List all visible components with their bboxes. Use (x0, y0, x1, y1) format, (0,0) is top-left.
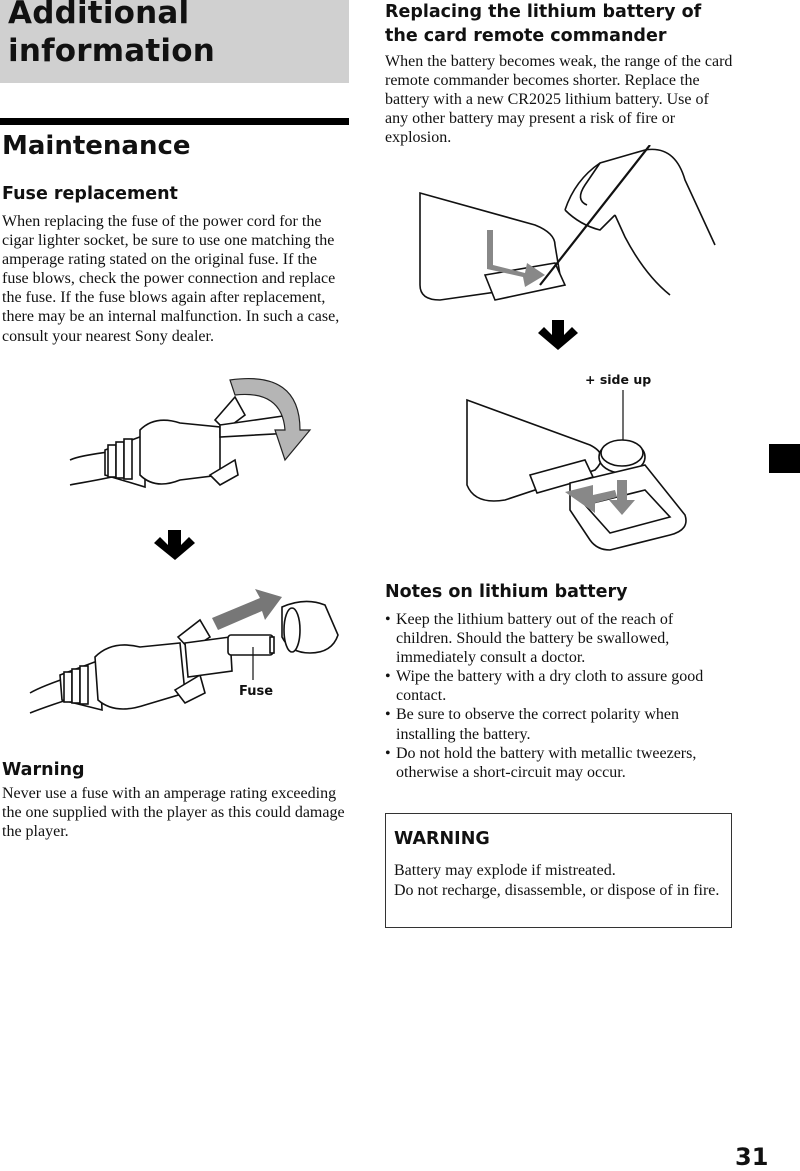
warning-box-text: Battery may explode if mistreated. Do not recharge, disassemble, or dispose of in fire. (394, 862, 720, 899)
notes-heading: Notes on lithium battery (385, 582, 628, 602)
pull-arrow-icon (212, 589, 282, 630)
fuse-heading: Fuse replacement (2, 184, 178, 204)
fuse-replacement-illustration (20, 375, 350, 720)
list-item: • Keep the lithium battery out of the reach of children. Should the battery be swallowed, immediately consult a doctor. (385, 611, 674, 667)
chapter-header (0, 0, 349, 83)
page-number: 31 (735, 1143, 769, 1171)
battery-diagram (415, 145, 720, 555)
notes-list (385, 610, 730, 782)
section-title: Maintenance (2, 131, 191, 161)
warning-body: Never use a fuse with an amperage rating exceeding the one supplied with the player as this could damage the player. (2, 785, 345, 841)
warning-box-title: WARNING (394, 829, 490, 849)
section-divider (0, 118, 349, 125)
cigar-plug-open-icon (30, 601, 338, 713)
battery-body: When the battery becomes weak, the range of the card remote commander becomes shorter. Replace the battery with a new CR2025 lithium battery. Use of any other battery may present a risk of fire or explosion. (385, 53, 733, 147)
down-arrow-icon (154, 530, 195, 560)
hand-with-pen-icon (540, 145, 715, 295)
side-up-label: + side up (585, 372, 652, 387)
section-thumb-tab (769, 444, 800, 473)
chapter-title: Additional information (8, 0, 215, 69)
list-item: • Wipe the battery with a dry cloth to assure good contact. (385, 668, 704, 705)
fuse-label: Fuse (239, 684, 274, 699)
cigar-plug-icon (70, 397, 297, 487)
battery-heading: Replacing the lithium battery of the card remote commander (385, 2, 702, 46)
warning-heading: Warning (2, 760, 85, 780)
list-item: • Be sure to observe the correct polarity when installing the battery. (385, 706, 680, 743)
warning-box (385, 813, 732, 928)
down-arrow-icon (538, 320, 578, 350)
list-item: • Do not hold the battery with metallic tweezers, otherwise a short-circuit may occur. (385, 744, 697, 781)
card-remote-open-icon (467, 400, 686, 550)
fuse-body: When replacing the fuse of the power cord for the cigar lighter socket, be sure to use one matching the amperage rating stated on the original fuse. If the fuse blows, check the power connection and replace the fuse. If the fuse blows again after replacement, there may be an internal malfunction. In such a case, consult your nearest Sony dealer. (2, 213, 340, 345)
battery-replacement-illustration (415, 145, 720, 555)
fuse-diagram (20, 375, 350, 720)
